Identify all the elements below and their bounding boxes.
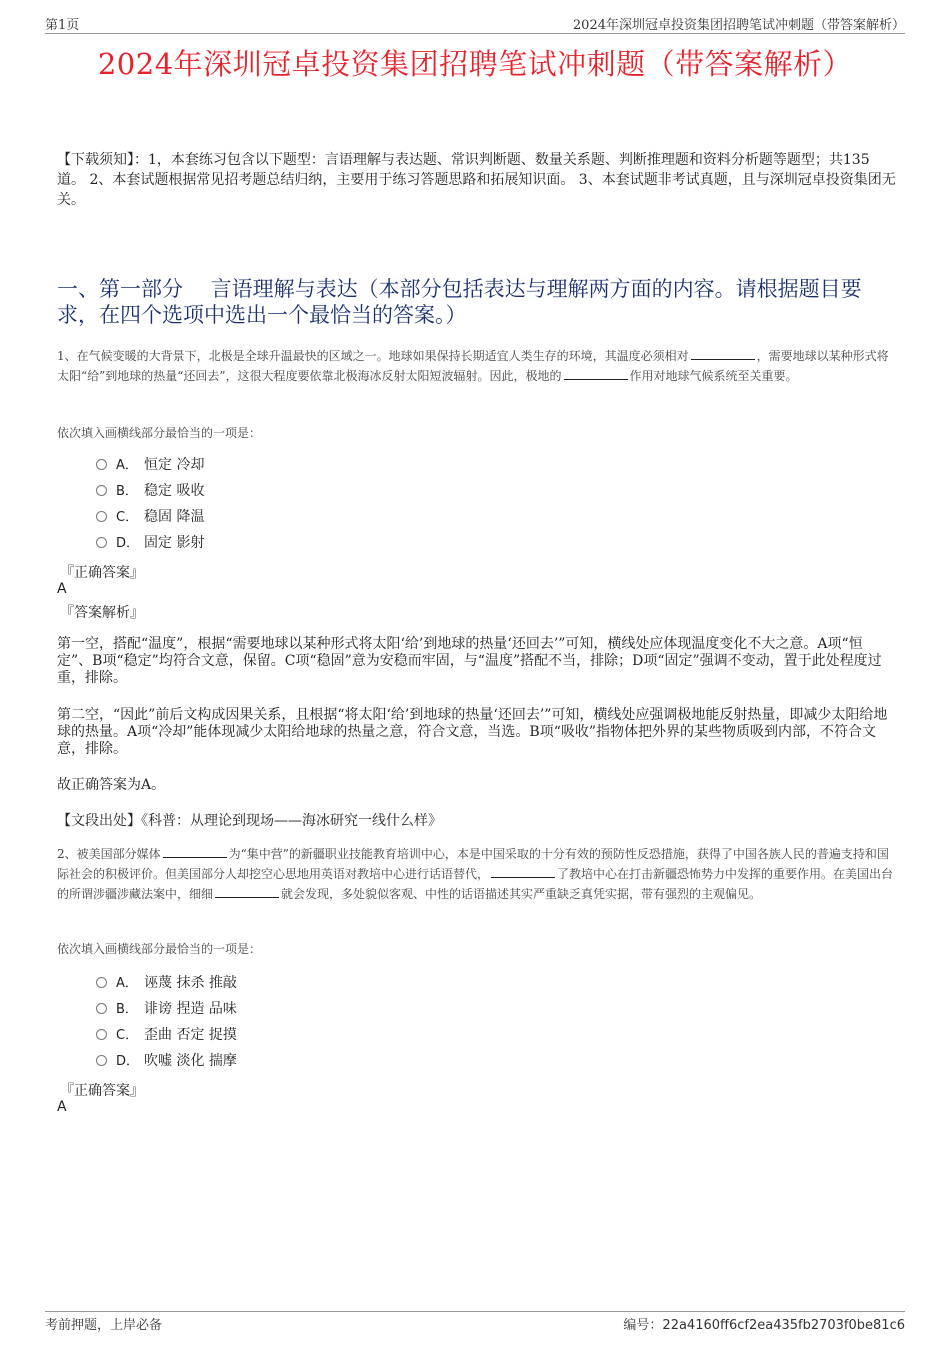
- download-notice: 【下载须知】：1，本套练习包含以下题型：言语理解与表达题、常识判断题、数量关系题、判断推理题和资料分析题等题型；共135道。 2、本套试题根据常见招考题总结归纳，主要用于练习答题思路和拓展知识面。 3、本套试题非考试真题，且与深圳冠卓投资集团无关。: [57, 152, 896, 208]
- q1-option-c[interactable]: C． 稳固 降温: [96, 507, 204, 527]
- section-title: 一、第一部分 言语理解与表达（本部分包括表达与理解两方面的内容。请根据题目要求，在四个选项中选出一个最恰当的答案。）: [57, 277, 862, 327]
- q1-analysis-2: 第二空，“因此”前后文构成因果关系，且根据“将太阳‘给’到地球的热量‘还回去’”可知，横线处应强调极地能反射热量，即减少太阳给地球的热量。A项“冷却”能体现减少太阳给地球的热量之意，符合文意，当选。B项“吸收”指物体把外界的某些物质吸到内部，不符合文意，排除。: [57, 707, 888, 757]
- footer-divider: [45, 1311, 905, 1312]
- q2-answer: A: [57, 1099, 67, 1115]
- q2-answer-label: 『正确答案』: [60, 1083, 144, 1099]
- q1-analysis-1: 第一空，搭配“温度”，根据“需要地球以某种形式将太阳‘给’到地球的热量‘还回去’”可知，横线处应体现温度变化不大之意。A项“恒定”、B项“稳定”均符合文意，保留。C项“稳固”意为安稳而牢固，与“温度”搭配不当，排除；D项“固定”强调不变动，置于此处程度过重，排除。: [57, 636, 882, 686]
- q2-option-b[interactable]: B． 诽谤 捏造 品味: [96, 999, 237, 1019]
- radio-icon[interactable]: [96, 459, 107, 470]
- radio-icon[interactable]: [96, 485, 107, 496]
- question-1-text: 1、在气候变暖的大背景下，北极是全球升温最快的区域之一。地球如果保持长期适宜人类生存的环境，其温度必须相对 ，需要地球以某种形式将太阳“给”到地球的热量“还回去”，这很大程度要依靠北极海冰反射太阳短波辐射。因此，极地的 作用对地球气候系统至关重要。: [57, 349, 889, 383]
- q2-option-d[interactable]: D． 吹嘘 淡化 揣摩: [96, 1051, 237, 1071]
- q1-option-a[interactable]: A． 恒定 冷却: [96, 455, 204, 475]
- blank: [163, 845, 227, 858]
- blank: [491, 865, 555, 878]
- document-code: 编号：22a4160ff6cf2ea435fb2703f0be81c6: [623, 1318, 905, 1333]
- footer-slogan: 考前押题，上岸必备: [45, 1318, 163, 1333]
- radio-icon[interactable]: [96, 1003, 107, 1014]
- q1-analysis-label: 『答案解析』: [60, 605, 144, 621]
- radio-icon[interactable]: [96, 977, 107, 988]
- question-2-text: 2、被美国部分媒体 为“集中营”的新疆职业技能教育培训中心，本是中国采取的十分有效的预防性反恐措施，获得了中国各族人民的普遍支持和国际社会的积极评价。但美国部分人却挖空心思地用英语对教培中心进行话语替代， 了教培中心在打击新疆恐怖势力中发挥的重要作用。在美国出台的所谓涉疆涉藏法案中，细细 就会发现，多处貌似客观、中性的话语描述其实严重缺乏真凭实据，带有强烈的主观偏见。: [57, 847, 894, 901]
- radio-icon[interactable]: [96, 1055, 107, 1066]
- question-1-prompt: 依次填入画横线部分最恰当的一项是：: [57, 426, 262, 440]
- q1-source: 【文段出处】《科普：从理论到现场——海冰研究一线什么样》: [57, 813, 442, 829]
- radio-icon[interactable]: [96, 1029, 107, 1040]
- q1-answer: A: [57, 581, 67, 597]
- q2-option-c[interactable]: C． 歪曲 否定 捉摸: [96, 1025, 237, 1045]
- radio-icon[interactable]: [96, 537, 107, 548]
- page-number: 第1页: [45, 18, 80, 33]
- q1-option-b[interactable]: B． 稳定 吸收: [96, 481, 204, 501]
- running-title: 2024年深圳冠卓投资集团招聘笔试冲刺题（带答案解析）: [572, 18, 905, 33]
- header-divider: [45, 33, 905, 34]
- blank: [564, 367, 628, 380]
- q1-option-d[interactable]: D． 固定 影射: [96, 533, 204, 553]
- document-title: 2024年深圳冠卓投资集团招聘笔试冲刺题（带答案解析）: [97, 47, 853, 81]
- blank: [215, 885, 279, 898]
- q1-conclusion: 故正确答案为A。: [57, 777, 166, 793]
- q1-answer-label: 『正确答案』: [60, 565, 144, 581]
- question-2-prompt: 依次填入画横线部分最恰当的一项是：: [57, 942, 262, 956]
- q2-option-a[interactable]: A． 诬蔑 抹杀 推敲: [96, 973, 237, 993]
- blank: [691, 347, 755, 360]
- radio-icon[interactable]: [96, 511, 107, 522]
